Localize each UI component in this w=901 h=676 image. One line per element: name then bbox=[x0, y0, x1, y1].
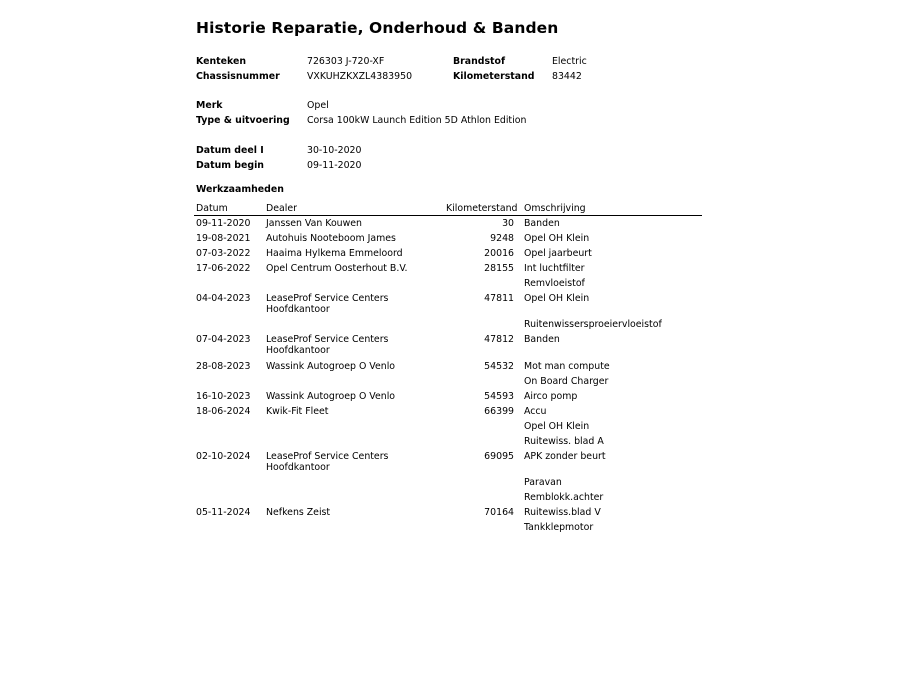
header-datum: Datum bbox=[196, 203, 228, 214]
page-title: Historie Reparatie, Onderhoud & Banden bbox=[196, 19, 559, 37]
row-omschrijving: Remvloeistof bbox=[524, 278, 585, 289]
row-kilometerstand: 47812 bbox=[484, 334, 514, 345]
header-omschrijving: Omschrijving bbox=[524, 203, 586, 214]
row-dealer: Haaima Hylkema Emmeloord bbox=[266, 248, 403, 259]
row-dealer: Kwik-Fit Fleet bbox=[266, 406, 329, 417]
datum-deel-value: 30-10-2020 bbox=[307, 145, 362, 156]
row-datum: 04-04-2023 bbox=[196, 293, 251, 304]
row-omschrijving: Ruitewiss. blad A bbox=[524, 436, 604, 447]
header-dealer: Dealer bbox=[266, 203, 297, 214]
row-dealer-line2: Hoofdkantoor bbox=[266, 304, 330, 315]
row-dealer: Opel Centrum Oosterhout B.V. bbox=[266, 263, 408, 274]
row-datum: 28-08-2023 bbox=[196, 361, 251, 372]
row-omschrijving: Mot man compute bbox=[524, 361, 610, 372]
row-kilometerstand: 28155 bbox=[484, 263, 514, 274]
type-value: Corsa 100kW Launch Edition 5D Athlon Edition bbox=[307, 115, 527, 126]
row-dealer: Autohuis Nooteboom James bbox=[266, 233, 396, 244]
row-omschrijving: Banden bbox=[524, 334, 560, 345]
row-kilometerstand: 30 bbox=[502, 218, 514, 229]
row-datum: 17-06-2022 bbox=[196, 263, 251, 274]
header-kilometerstand: Kilometerstand bbox=[446, 203, 518, 214]
brandstof-value: Electric bbox=[552, 56, 587, 67]
merk-value: Opel bbox=[307, 100, 329, 111]
row-omschrijving: Ruitewiss.blad V bbox=[524, 507, 601, 518]
row-omschrijving: Remblokk.achter bbox=[524, 492, 604, 503]
datum-begin-value: 09-11-2020 bbox=[307, 160, 362, 171]
row-datum: 07-03-2022 bbox=[196, 248, 251, 259]
row-omschrijving: Tankklepmotor bbox=[524, 522, 594, 533]
row-datum: 16-10-2023 bbox=[196, 391, 251, 402]
row-dealer: LeaseProf Service Centers bbox=[266, 293, 389, 304]
row-datum: 19-08-2021 bbox=[196, 233, 251, 244]
row-omschrijving: Accu bbox=[524, 406, 547, 417]
row-dealer-line2: Hoofdkantoor bbox=[266, 345, 330, 356]
row-kilometerstand: 69095 bbox=[484, 451, 514, 462]
row-omschrijving: Opel OH Klein bbox=[524, 293, 590, 304]
row-kilometerstand: 54532 bbox=[484, 361, 514, 372]
row-datum: 02-10-2024 bbox=[196, 451, 251, 462]
row-omschrijving: Opel jaarbeurt bbox=[524, 248, 592, 259]
row-omschrijving: Banden bbox=[524, 218, 560, 229]
merk-label: Merk bbox=[196, 100, 223, 111]
row-datum: 05-11-2024 bbox=[196, 507, 251, 518]
werkzaamheden-title: Werkzaamheden bbox=[196, 184, 284, 195]
brandstof-label: Brandstof bbox=[453, 56, 506, 67]
row-datum: 18-06-2024 bbox=[196, 406, 251, 417]
row-omschrijving: Int luchtfilter bbox=[524, 263, 585, 274]
row-dealer: Nefkens Zeist bbox=[266, 507, 331, 518]
datum-deel-label: Datum deel I bbox=[196, 145, 264, 156]
row-omschrijving: Opel OH Klein bbox=[524, 233, 590, 244]
header-divider bbox=[194, 215, 702, 216]
kenteken-value: 726303 J-720-XF bbox=[307, 56, 385, 67]
row-omschrijving: Ruitenwissersproeiervloeistof bbox=[524, 319, 662, 330]
type-label: Type & uitvoering bbox=[196, 115, 290, 126]
datum-begin-label: Datum begin bbox=[196, 160, 264, 171]
row-kilometerstand: 66399 bbox=[484, 406, 514, 417]
row-kilometerstand: 9248 bbox=[490, 233, 514, 244]
row-omschrijving: Airco pomp bbox=[524, 391, 578, 402]
row-kilometerstand: 70164 bbox=[484, 507, 514, 518]
chassis-label: Chassisnummer bbox=[196, 71, 280, 82]
row-kilometerstand: 47811 bbox=[484, 293, 514, 304]
row-omschrijving: On Board Charger bbox=[524, 376, 609, 387]
row-kilometerstand: 54593 bbox=[484, 391, 514, 402]
row-dealer: Janssen Van Kouwen bbox=[266, 218, 362, 229]
row-omschrijving: Paravan bbox=[524, 477, 562, 488]
row-dealer-line2: Hoofdkantoor bbox=[266, 462, 330, 473]
kilometerstand-label: Kilometerstand bbox=[453, 71, 535, 82]
row-dealer: Wassink Autogroep O Venlo bbox=[266, 391, 396, 402]
row-omschrijving: Opel OH Klein bbox=[524, 421, 590, 432]
row-dealer: Wassink Autogroep O Venlo bbox=[266, 361, 396, 372]
kilometerstand-value: 83442 bbox=[552, 71, 582, 82]
row-dealer: LeaseProf Service Centers bbox=[266, 451, 389, 462]
row-datum: 09-11-2020 bbox=[196, 218, 251, 229]
row-omschrijving: APK zonder beurt bbox=[524, 451, 606, 462]
row-dealer: LeaseProf Service Centers bbox=[266, 334, 389, 345]
row-datum: 07-04-2023 bbox=[196, 334, 251, 345]
row-kilometerstand: 20016 bbox=[484, 248, 514, 259]
chassis-value: VXKUHZKXZL4383950 bbox=[307, 71, 413, 82]
kenteken-label: Kenteken bbox=[196, 56, 246, 67]
